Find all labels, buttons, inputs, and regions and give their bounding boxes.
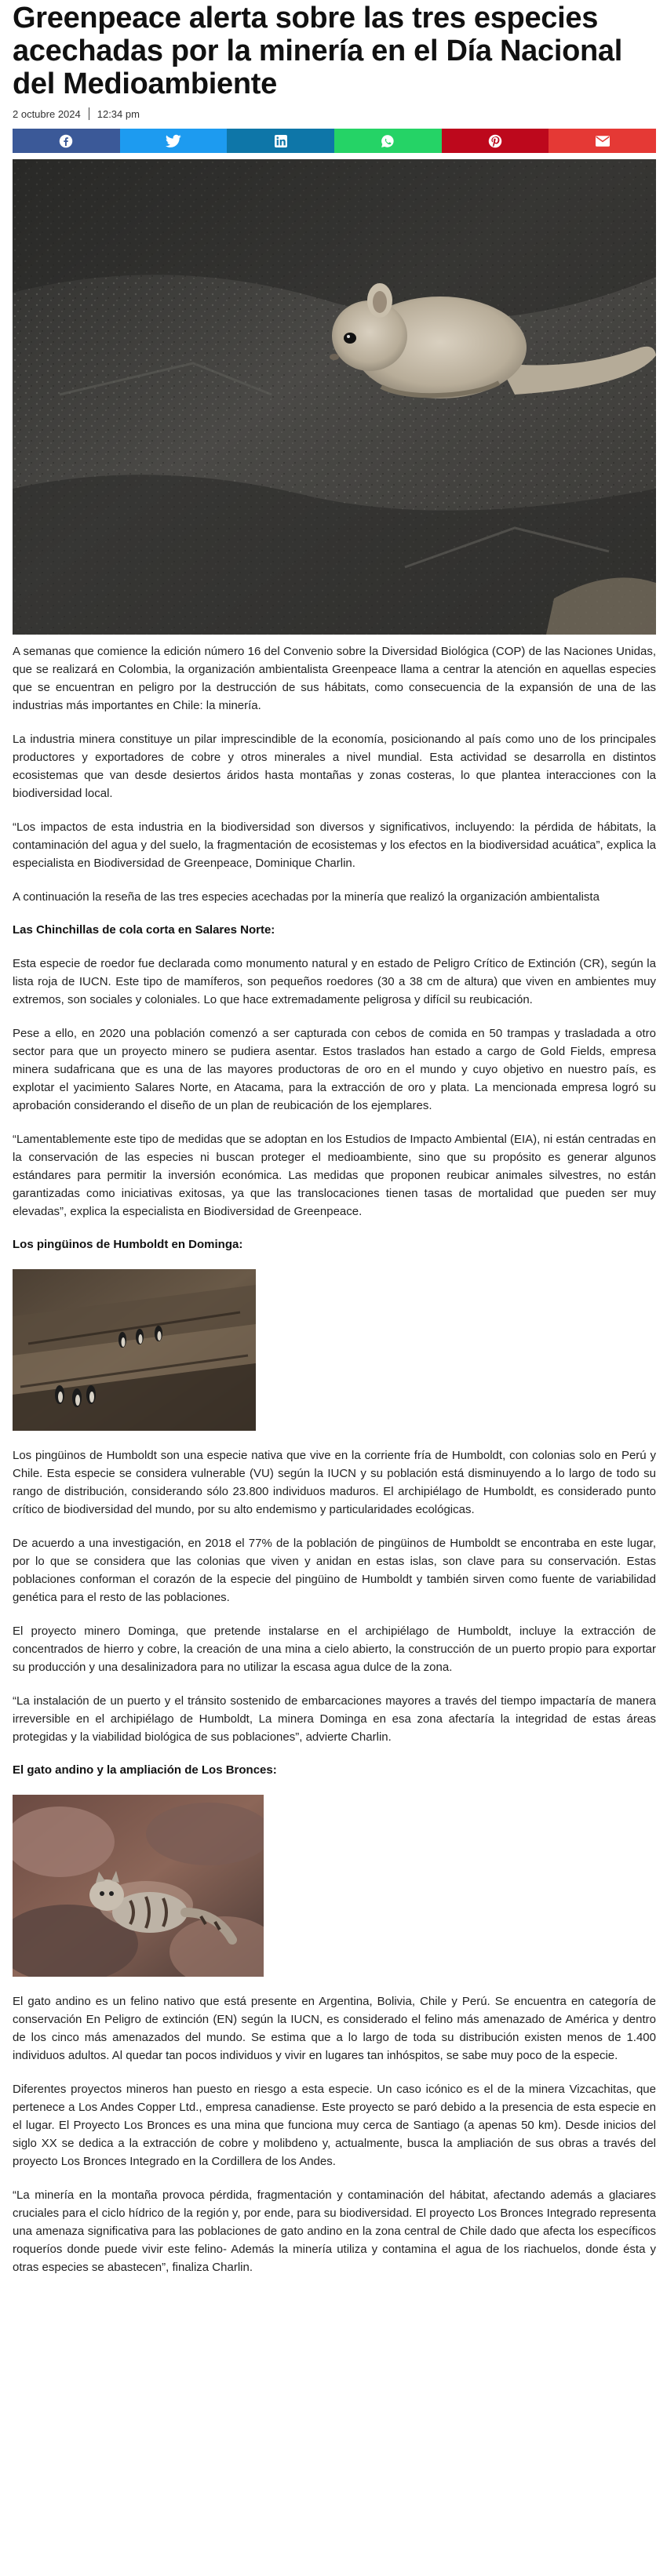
paragraph: A semanas que comience la edición número 16 del Convenio sobre la Diversidad Biológica (COP) de las Naciones Unidas, que se realizará en Colombia, la organización ambientalista Greenpeace llama a centrar la atención en aquellas especies que se encuentran en peligro por la destrucción de sus hábitats, como consecuencia de la expansión de una de las industrias más importantes en Chile: la minería. bbox=[13, 645, 656, 712]
section-heading-andean-cat: El gato andino y la ampliación de Los Bronces: bbox=[13, 1763, 277, 1777]
paragraph: A continuación la reseña de las tres especies acechadas por la minería que realizó la organización ambientalista bbox=[13, 890, 600, 904]
article-container bbox=[13, 0, 656, 2290]
paragraph: El gato andino es un felino nativo que está presente en Argentina, Bolivia, Chile y Perú. Se encuentra en categoría de conservación En Peligro de extinción (EN) según la IUCN, es considerado el felino más amenazado de América y dentro de los cinco más amenazados del mundo. Se estima que a lo largo de toda su distribución existen menos de 1.400 individuos adultos. Al quedar tan pocos individuos y vivir en lugares tan inhóspitos, se sabe muy poco de la especie. bbox=[13, 1995, 656, 2062]
andean-cat-image bbox=[13, 1795, 264, 1977]
paragraph: “La instalación de un puerto y el tránsito sostenido de embarcaciones mayores a través del tiempo impactaría de manera irreversible en el archipiélago de Humboldt, La minera Dominga en esa zona afectaría la integridad de estas áreas protegidas y la viabilidad biológica de sus poblaciones”, advierte Charlin. bbox=[13, 1694, 656, 1744]
publish-date: 2 octubre 2024 bbox=[13, 107, 81, 120]
whatsapp-icon bbox=[381, 134, 395, 148]
share-twitter-button[interactable] bbox=[120, 129, 228, 153]
article-body bbox=[13, 642, 656, 2276]
penguins-image bbox=[13, 1269, 256, 1431]
share-whatsapp-button[interactable] bbox=[334, 129, 442, 153]
email-icon bbox=[596, 136, 610, 147]
section-heading-chinchillas: Las Chinchillas de cola corta en Salares Norte: bbox=[13, 923, 275, 937]
paragraph: “Los impactos de esta industria en la biodiversidad son diversos y significativos, incluyendo: la pérdida de hábitats, la contaminación del agua y del suelo, la fragmentación de ecosistemas y los efectos en la biodiversidad acuática”, explica la especialista en Biodiversidad de Greenpeace, Dominique Charlin. bbox=[13, 820, 656, 870]
share-facebook-button[interactable] bbox=[13, 129, 120, 153]
paragraph: Esta especie de roedor fue declarada como monumento natural y en estado de Peligro Crítico de Extinción (CR), según la lista roja de IUCN. Este tipo de mamíferos, son pequeños roedores (30 a 38 cm de altura) que viven en ambientes muy extremos, son sociales y coloniales. Lo que hace extremadamente peligrosa y difícil su reubicación. bbox=[13, 957, 656, 1006]
paragraph: Diferentes proyectos mineros han puesto en riesgo a esta especie. Un caso icónico es el de la minera Vizcachitas, que pertenece a Los Andes Copper Ltd., empresa canadiense. Este proyecto se paró debido a la presencia de esta especie en el lugar. El Proyecto Los Bronces es una mina que funciona muy cerca de Santiago (a apenas 50 km). Desde inicios del siglo XX se dedica a la extracción de cobre y molibdeno y, actualmente, busca la ampliación de sus obras a través del proyecto Los Bronces Integrado en la Cordillera de los Andes. bbox=[13, 2083, 656, 2168]
paragraph: De acuerdo a una investigación, en 2018 el 77% de la población de pingüinos de Humboldt se encontraba en este lugar, por lo que se considera que las colonias que viven y anidan en estas islas, son clave para su conservación. Estas poblaciones conforman el corazón de la especie del pingüino de Humboldt y también sirven como fuente de variabilidad genética para el resto de las poblaciones. bbox=[13, 1537, 656, 1604]
linkedin-icon bbox=[275, 135, 287, 147]
paragraph: “La minería en la montaña provoca pérdida, fragmentación y contaminación del hábitat, afectando además a glaciares cruciales para el ciclo hídrico de la región y, por ende, para su biodiversidad. El proyecto Los Bronces Integrado representa una amenaza significativa para las poblaciones de gato andino en la zona central de Chile dado que afecta los específicos roqueríos donde puede vivir este felino- Además la minería utiliza y contamina el agua de los riachuelos, donde ésta y otras especies se abastecen”, finaliza Charlin. bbox=[13, 2189, 656, 2274]
publish-time: 12:34 pm bbox=[97, 107, 140, 120]
article-title: Greenpeace alerta sobre las tres especies acechadas por la minería en el Día Nacional del Medioambiente bbox=[13, 2, 622, 100]
article-meta bbox=[13, 107, 656, 121]
share-email-button[interactable] bbox=[549, 129, 656, 153]
paragraph: El proyecto minero Dominga, que pretende instalarse en el archipiélago de Humboldt, incluye la extracción de concentrados de hierro y cobre, la creación de una mina a cielo abierto, la construcción de un puerto propio para exportar su producción y una desalinizadora para no utilizar la escasa agua dulce de la zona. bbox=[13, 1625, 656, 1674]
paragraph: Los pingüinos de Humboldt son una especie nativa que vive en la corriente fría de Humboldt, con colonias solo en Perú y Chile. Esta especie se considera vulnerable (VU) según la IUCN y su población está disminuyendo a lo largo de todo su rango de distribución, considerando sólo 23.800 individuos maduros. El archipiélago de Humboldt, es considerado punto crítico de biodiversidad del mundo, por su alto endemismo y particularidades ecológicas. bbox=[13, 1449, 656, 1516]
share-pinterest-button[interactable] bbox=[442, 129, 549, 153]
pinterest-icon bbox=[488, 134, 502, 148]
facebook-icon bbox=[59, 134, 73, 148]
paragraph: La industria minera constituye un pilar imprescindible de la economía, posicionando al país como uno de los principales productores y exportadores de cobre y otros minerales a nivel mundial. Esta actividad se desarrolla en distintos ecosistemas que van desde desiertos áridos hasta montañas y zonas costeras, lo que plantea interacciones con la biodiversidad local. bbox=[13, 733, 656, 800]
share-bar bbox=[13, 129, 656, 153]
twitter-icon bbox=[166, 134, 181, 148]
paragraph: “Lamentablemente este tipo de medidas que se adoptan en los Estudios de Impacto Ambiental (EIA), ni están centradas en la conservación de las especies ni buscan proteger el medioambiente, sino que su propósito es generar algunos estándares para permitir la inversión económica. Las medidas que proponen reubicar animales silvestres, no están garantizadas como iniciativas exitosas, ya que las translocaciones tienen tasas de mortalidad que pueden ser muy elevadas”, explica la especialista en Biodiversidad de Greenpeace. bbox=[13, 1133, 656, 1218]
hero-image-chinchilla bbox=[13, 159, 656, 635]
share-linkedin-button[interactable] bbox=[227, 129, 334, 153]
section-heading-penguins: Los pingüinos de Humboldt en Dominga: bbox=[13, 1238, 243, 1251]
paragraph: Pese a ello, en 2020 una población comenzó a ser capturada con cebos de comida en 50 trampas y trasladada a otro sector para que un proyecto minero se pudiera asentar. Estos traslados han estado a cargo de Gold Fields, empresa minera sudafricana que es una de las mayores productoras de oro en el mundo y cuyo objetivo en nuestro país, es explotar el yacimiento Salares Norte, en Atacama, para la extracción de oro y plata. La mencionada empresa logró su aprobación considerando el diseño de un plan de reubicación de los ejemplares. bbox=[13, 1027, 656, 1112]
